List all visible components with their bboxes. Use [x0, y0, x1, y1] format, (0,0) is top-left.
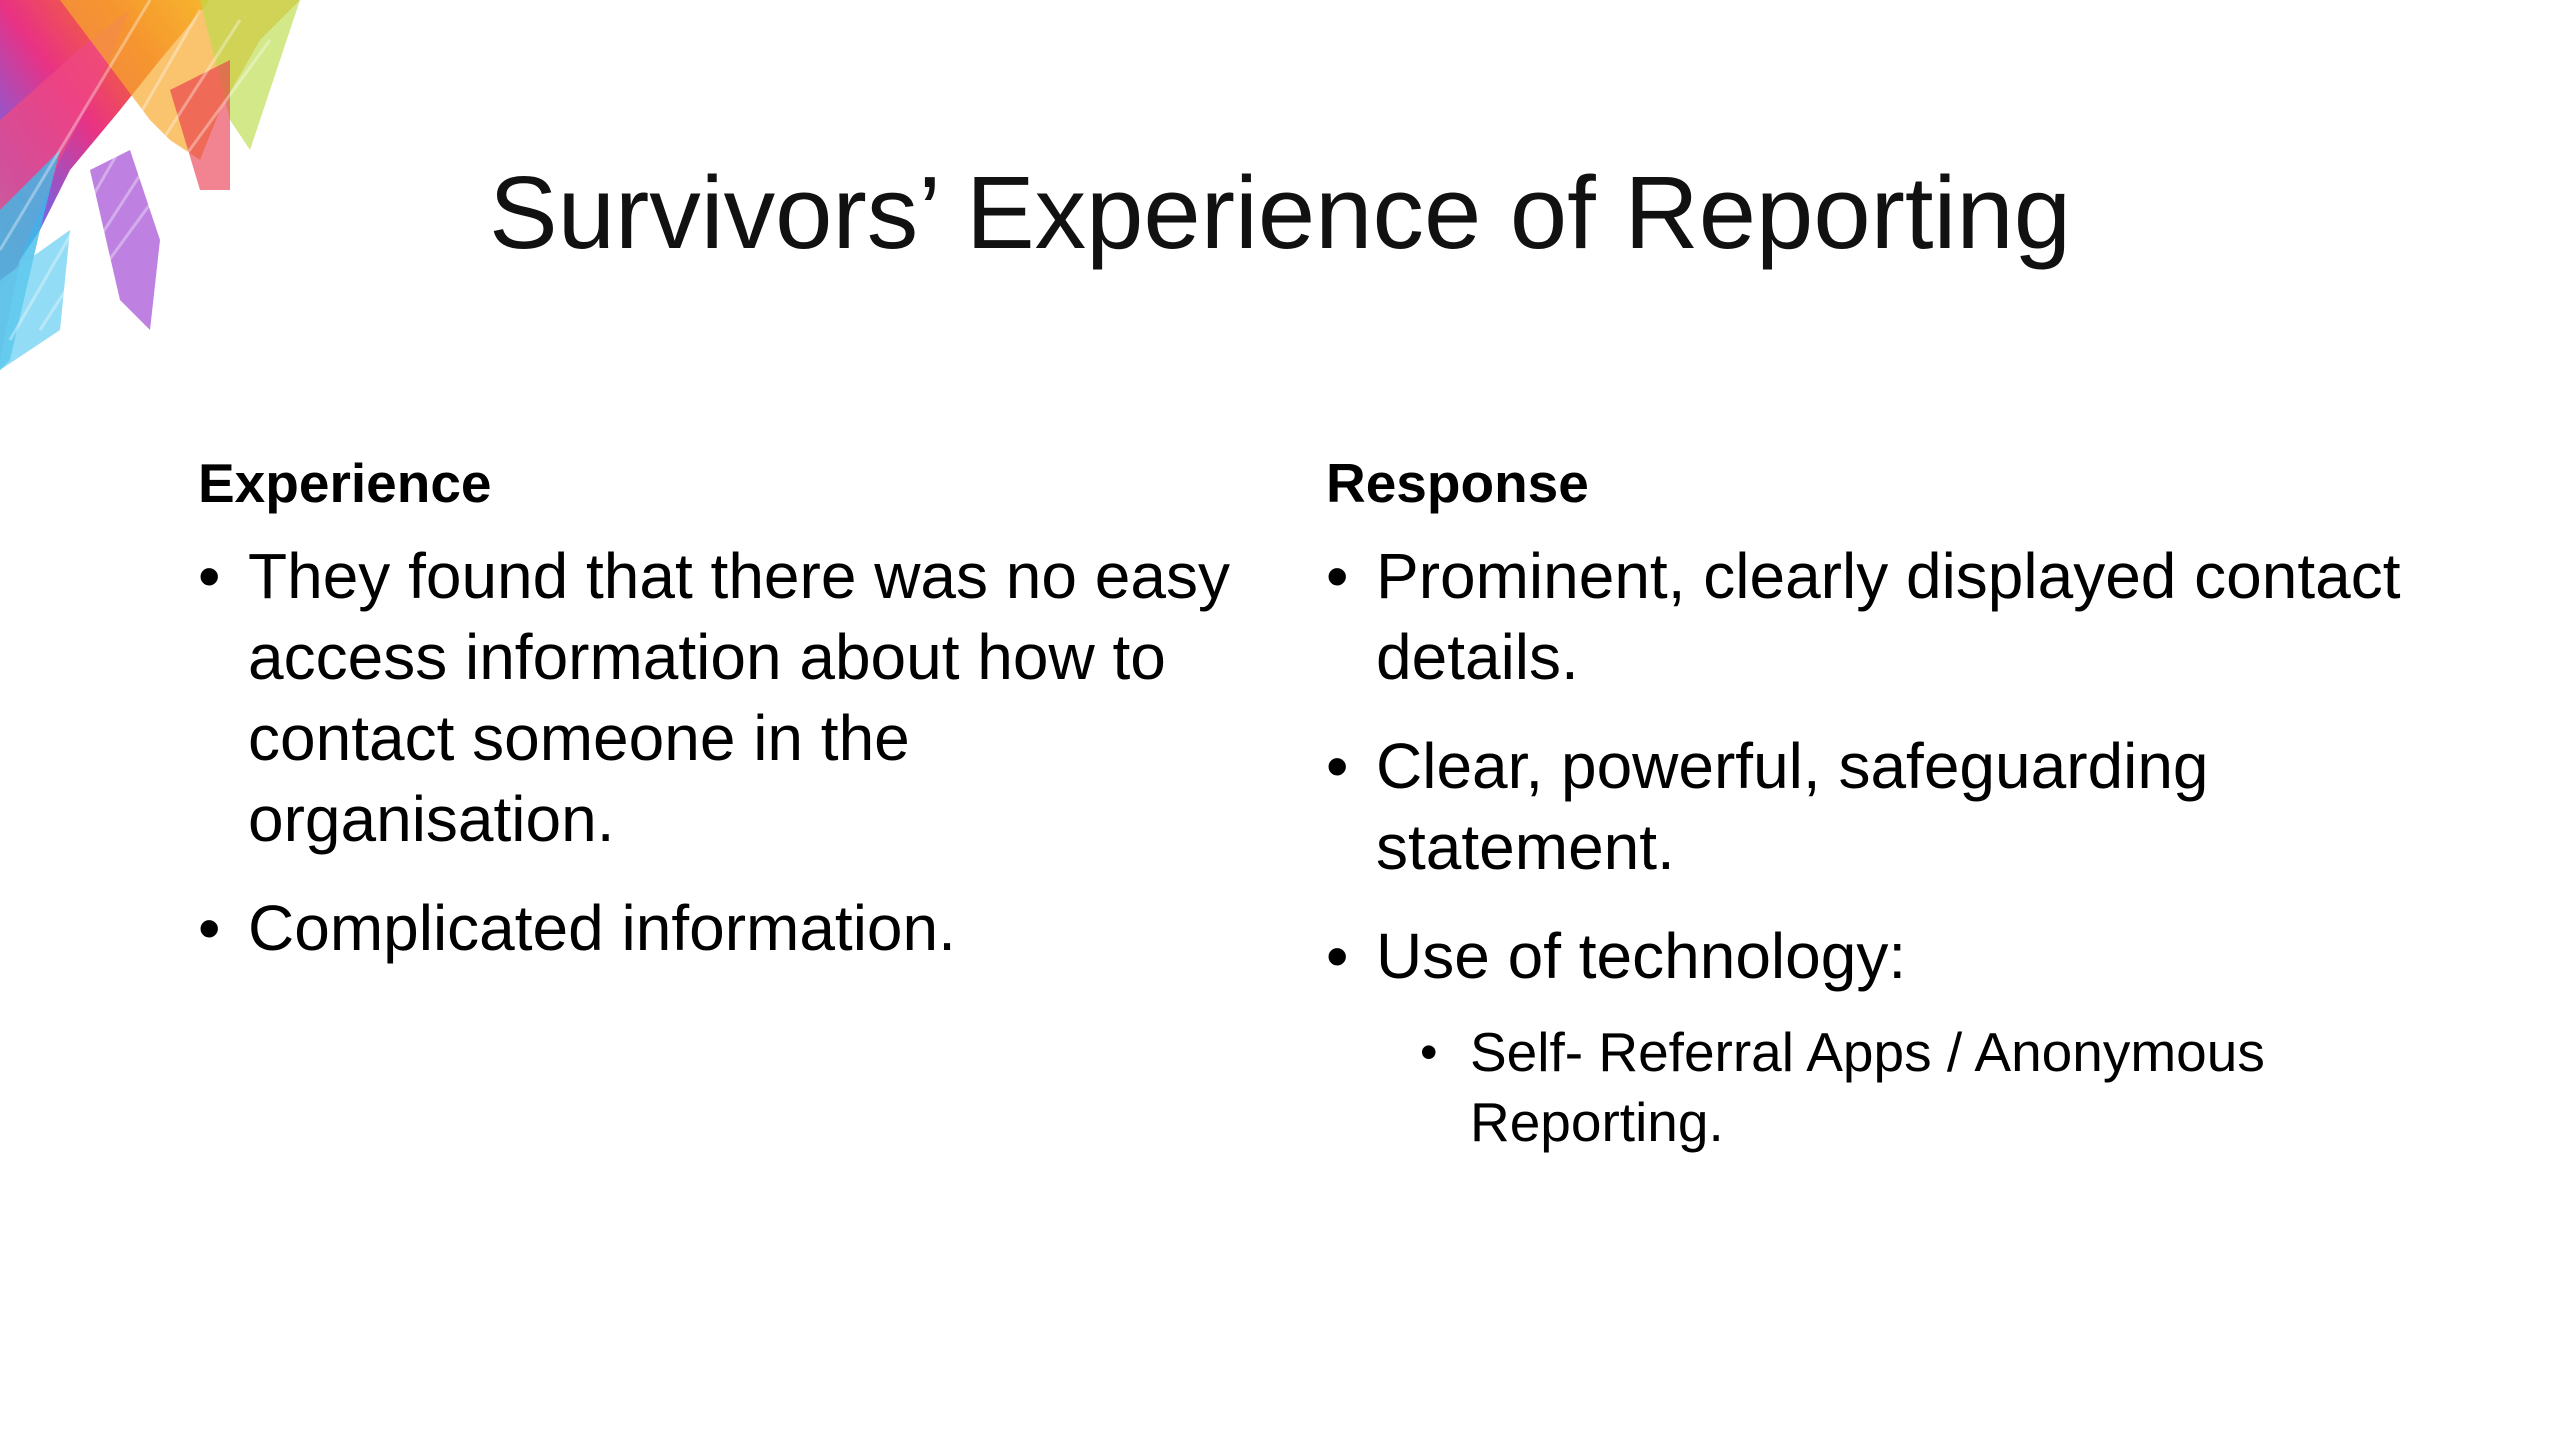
list-item: [1326, 536, 2426, 698]
bullet-text: They found that there was no easy access information about how to contact someone in the organisation.: [248, 540, 1230, 855]
bullet-icon: •: [1326, 920, 1349, 992]
bullet-icon: •: [1326, 540, 1349, 612]
list-item: [198, 536, 1258, 860]
experience-column: [198, 448, 1258, 997]
experience-heading: Experience: [198, 452, 492, 514]
list-item: [1326, 726, 2426, 888]
bullet-icon: •: [1326, 730, 1349, 802]
list-item: [1326, 916, 2426, 1157]
response-heading: Response: [1326, 452, 1589, 514]
bullet-text: Prominent, clearly displayed contact details.: [1376, 540, 2401, 693]
experience-bullet-list: [198, 536, 1258, 969]
bullet-icon: •: [198, 892, 221, 964]
response-column: [1326, 448, 2426, 1185]
sub-bullet-icon: •: [1420, 1024, 1438, 1080]
bullet-icon: •: [198, 540, 221, 612]
bullet-text: Clear, powerful, safeguarding statement.: [1376, 730, 2209, 883]
bullet-text: Complicated information.: [248, 892, 956, 964]
technology-sub-list: [1420, 1017, 2426, 1157]
bullet-text: Use of technology:: [1376, 920, 1907, 992]
response-bullet-list: [1326, 536, 2426, 1157]
list-item: [198, 888, 1258, 969]
sub-bullet-text: Self- Referral Apps / Anonymous Reporting.: [1470, 1021, 2265, 1153]
slide-title: Survivors’ Experience of Reporting: [489, 155, 2071, 270]
sub-list-item: [1420, 1017, 2426, 1157]
